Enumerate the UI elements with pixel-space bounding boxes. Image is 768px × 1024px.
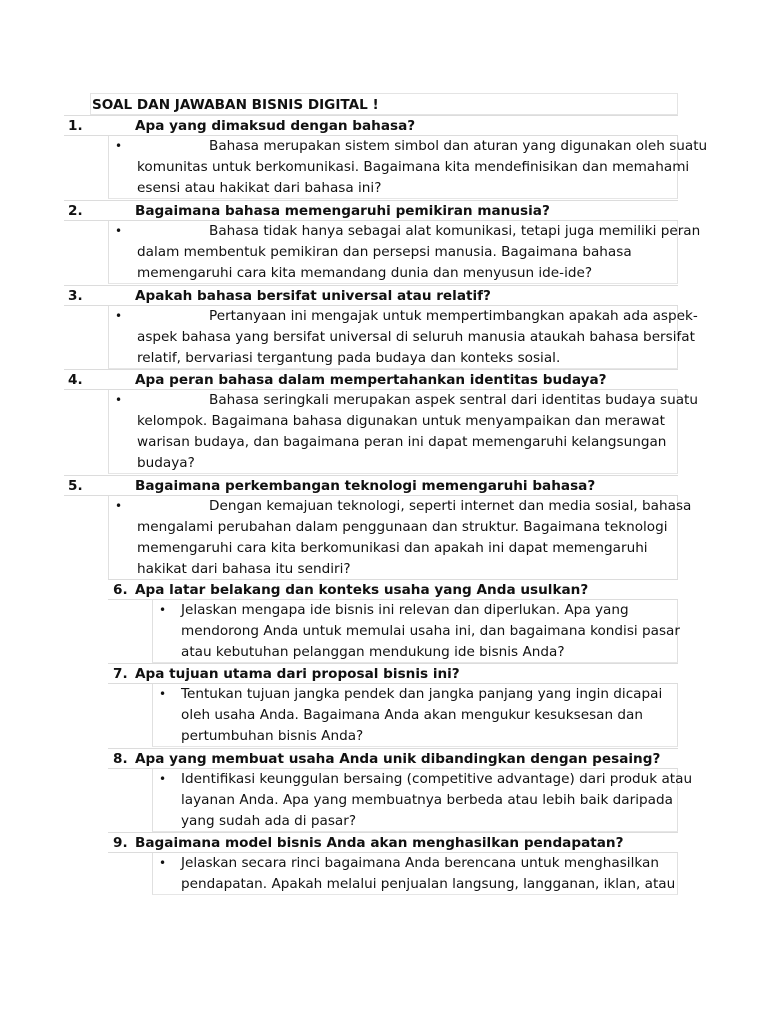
- question-row: [108, 832, 678, 853]
- answer-line: aspek bahasa yang bersifat universal di seluruh manusia ataukah bahasa bersifat: [137, 329, 695, 345]
- answer-line: hakikat dari bahasa itu sendiri?: [137, 561, 351, 577]
- answer-text: [181, 853, 675, 895]
- answer-line: dalam membentuk pemikiran dan persepsi manusia. Bagaimana bahasa: [137, 244, 632, 260]
- answer-line: Jelaskan mengapa ide bisnis ini relevan dan diperlukan. Apa yang: [181, 602, 629, 618]
- answer-line: pertumbuhan bisnis Anda?: [181, 728, 364, 744]
- answer-line: Bahasa tidak hanya sebagai alat komunikasi, tetapi juga memiliki peran: [209, 223, 701, 239]
- question-row: [108, 748, 678, 769]
- question-row: [64, 115, 678, 136]
- answer-line: atau kebutuhan pelanggan mendukung ide bisnis Anda?: [181, 644, 565, 660]
- answer-line: yang sudah ada di pasar?: [181, 813, 357, 829]
- answer-text: [137, 496, 691, 580]
- answer-line: Tentukan tujuan jangka pendek dan jangka panjang yang ingin dicapai: [181, 686, 663, 702]
- answer-line: relatif, bervariasi tergantung pada budaya dan konteks sosial.: [137, 350, 561, 366]
- question-row: [64, 200, 678, 221]
- answer-line: budaya?: [137, 455, 195, 471]
- answer-line: Jelaskan secara rinci bagaimana Anda berencana untuk menghasilkan: [181, 855, 659, 871]
- answer-text: [137, 221, 700, 284]
- answer-text: [137, 306, 698, 369]
- answer-line: Identifikasi keunggulan bersaing (competitive advantage) dari produk atau: [181, 771, 693, 787]
- answer-line: oleh usaha Anda. Bagaimana Anda akan mengukur kesuksesan dan: [181, 707, 643, 723]
- question-number: 4.: [68, 372, 83, 388]
- bullet-icon: •: [115, 499, 123, 513]
- question-text: Bagaimana perkembangan teknologi memengaruhi bahasa?: [135, 478, 596, 494]
- answer-line: pendapatan. Apakah melalui penjualan langsung, langganan, iklan, atau: [181, 876, 676, 892]
- bullet-icon: •: [159, 772, 167, 786]
- question-text: Apa peran bahasa dalam mempertahankan identitas budaya?: [135, 372, 607, 388]
- question-row: [108, 663, 678, 684]
- answer-line: Pertanyaan ini mengajak untuk mempertimbangkan apakah ada aspek-: [209, 308, 698, 324]
- question-text: Apa yang dimaksud dengan bahasa?: [135, 118, 416, 134]
- question-number: 6.: [113, 582, 128, 598]
- answer-text: [137, 390, 698, 474]
- question-number: 2.: [68, 203, 83, 219]
- question-text: Apa latar belakang dan konteks usaha yang Anda usulkan?: [135, 582, 589, 598]
- answer-row: [152, 684, 678, 747]
- answer-row: [108, 136, 708, 199]
- answer-line: memengaruhi cara kita berkomunikasi dan apakah ini dapat memengaruhi: [137, 540, 648, 556]
- answer-text: [181, 600, 680, 663]
- question-number: 9.: [113, 835, 128, 851]
- answer-line: Dengan kemajuan teknologi, seperti internet dan media sosial, bahasa: [209, 498, 692, 514]
- bullet-icon: •: [115, 393, 123, 407]
- answer-line: mendorong Anda untuk memulai usaha ini, dan bagaimana kondisi pasar: [181, 623, 680, 639]
- answer-row: [152, 769, 693, 832]
- question-row: [64, 369, 678, 390]
- answer-row: [108, 496, 692, 580]
- question-row: [108, 579, 678, 600]
- answer-row: [108, 390, 698, 474]
- answer-text: [181, 769, 692, 832]
- question-text: Bagaimana model bisnis Anda akan menghasilkan pendapatan?: [135, 835, 624, 851]
- question-row: [64, 475, 678, 496]
- question-number: 1.: [68, 118, 83, 134]
- bullet-icon: •: [159, 856, 167, 870]
- answer-row: [152, 853, 678, 895]
- question-number: 3.: [68, 288, 83, 304]
- answer-line: esensi atau hakikat dari bahasa ini?: [137, 180, 382, 196]
- question-number: 5.: [68, 478, 83, 494]
- question-row: [64, 285, 678, 306]
- question-text: Apakah bahasa bersifat universal atau relatif?: [135, 288, 491, 304]
- answer-row: [152, 600, 678, 663]
- question-text: Apa tujuan utama dari proposal bisnis ini?: [135, 666, 460, 682]
- answer-text: [181, 684, 662, 747]
- answer-line: Bahasa merupakan sistem simbol dan aturan yang digunakan oleh suatu: [209, 138, 708, 154]
- answer-line: komunitas untuk berkomunikasi. Bagaimana kita mendefinisikan dan memahami: [137, 159, 690, 175]
- question-text: Bagaimana bahasa memengaruhi pemikiran manusia?: [135, 203, 550, 219]
- answer-text: [137, 136, 707, 199]
- answer-line: mengalami perubahan dalam penggunaan dan struktur. Bagaimana teknologi: [137, 519, 668, 535]
- answer-line: Bahasa seringkali merupakan aspek sentral dari identitas budaya suatu: [209, 392, 698, 408]
- bullet-icon: •: [159, 603, 167, 617]
- answer-line: kelompok. Bagaimana bahasa digunakan untuk menyampaikan dan merawat: [137, 413, 665, 429]
- question-text: Apa yang membuat usaha Anda unik dibandingkan dengan pesaing?: [135, 751, 661, 767]
- answer-line: memengaruhi cara kita memandang dunia dan menyusun ide-ide?: [137, 265, 593, 281]
- question-number: 8.: [113, 751, 128, 767]
- bullet-icon: •: [115, 139, 123, 153]
- bullet-icon: •: [115, 309, 123, 323]
- answer-line: warisan budaya, dan bagaimana peran ini dapat memengaruhi kelangsungan: [137, 434, 667, 450]
- answer-row: [108, 306, 698, 369]
- answer-line: layanan Anda. Apa yang membuatnya berbeda atau lebih baik daripada: [181, 792, 673, 808]
- bullet-icon: •: [115, 224, 123, 238]
- answer-row: [108, 221, 701, 284]
- question-number: 7.: [113, 666, 128, 682]
- bullet-icon: •: [159, 687, 167, 701]
- page-title: SOAL DAN JAWABAN BISNIS DIGITAL !: [90, 93, 678, 115]
